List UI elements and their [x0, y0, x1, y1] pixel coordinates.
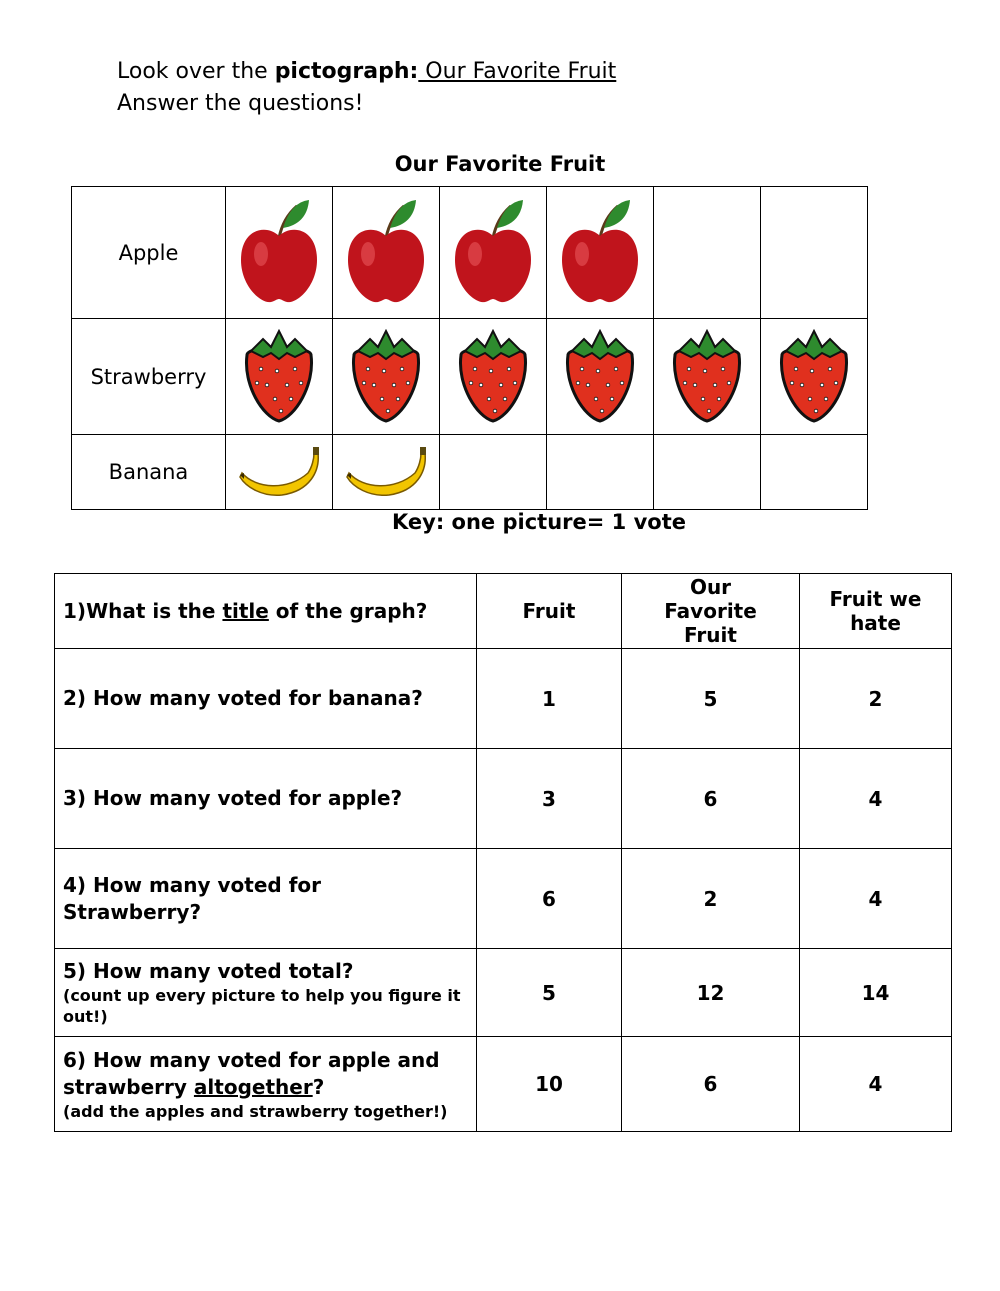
- answer-option[interactable]: [800, 574, 952, 649]
- question-number: 1): [63, 598, 87, 623]
- strawberry-icon: [654, 329, 760, 425]
- question-number: 6): [63, 1047, 87, 1072]
- strawberry-icon: [761, 329, 867, 425]
- strawberry-icon: [333, 329, 439, 425]
- chart-key: Key: one picture= 1 vote: [392, 510, 686, 534]
- picto-cell: [547, 187, 654, 319]
- strawberry-icon: [226, 329, 332, 425]
- answer-option[interactable]: 3: [477, 749, 622, 849]
- answer-option[interactable]: 5: [477, 949, 622, 1037]
- pictograph-row-apple: [72, 187, 868, 319]
- instruction-title: Our Favorite Fruit: [418, 59, 617, 84]
- picto-cell: [333, 187, 440, 319]
- row-label-banana: Banana: [72, 435, 226, 510]
- picto-cell: [761, 319, 868, 435]
- picto-cell: [761, 187, 868, 319]
- answer-option[interactable]: 2: [622, 849, 800, 949]
- picto-cell: [761, 435, 868, 510]
- answer-option[interactable]: 1: [477, 649, 622, 749]
- question-row: [55, 1037, 952, 1132]
- answer-option[interactable]: 6: [477, 849, 622, 949]
- apple-icon: [333, 198, 439, 308]
- question-number: 5): [63, 959, 87, 983]
- answer-option[interactable]: 4: [800, 1037, 952, 1132]
- row-label-strawberry: Strawberry: [72, 319, 226, 435]
- instructions: [117, 56, 616, 120]
- banana-icon: [226, 445, 332, 499]
- pictograph: [71, 186, 868, 510]
- question-text: [55, 1037, 477, 1132]
- question-text: [55, 849, 477, 949]
- question-hint: (add the apples and strawberry together!): [63, 1101, 448, 1121]
- answer-option-text: Fruit we hate: [829, 587, 922, 635]
- question-row: [55, 749, 952, 849]
- question-pre: How many voted for banana?: [86, 686, 423, 710]
- apple-icon: [547, 198, 653, 308]
- question-pre: How many voted for apple and strawberry: [63, 1047, 440, 1099]
- answer-option[interactable]: 10: [477, 1037, 622, 1132]
- answer-option[interactable]: Fruit: [477, 574, 622, 649]
- pictograph-row-banana: [72, 435, 868, 510]
- apple-icon: [440, 198, 546, 308]
- question-hint: (count up every picture to help you figure it out!): [63, 986, 461, 1026]
- chart-title: Our Favorite Fruit: [394, 152, 606, 176]
- picto-cell: [440, 187, 547, 319]
- question-pre: How many voted total?: [86, 959, 354, 983]
- question-row: [55, 649, 952, 749]
- picto-cell: [654, 319, 761, 435]
- picto-cell: [654, 435, 761, 510]
- question-wrap: [63, 872, 353, 926]
- picto-cell: [654, 187, 761, 319]
- instruction-prefix: Look over the: [117, 59, 275, 84]
- strawberry-icon: [440, 329, 546, 425]
- question-pre: What is the: [86, 598, 223, 623]
- instruction-bold: pictograph:: [274, 59, 419, 84]
- answer-option[interactable]: 6: [622, 749, 800, 849]
- picto-cell: [226, 187, 333, 319]
- question-text: [55, 574, 477, 649]
- picto-cell: [333, 319, 440, 435]
- questions-table: [54, 573, 952, 1132]
- question-row: [55, 949, 952, 1037]
- picto-cell: [226, 435, 333, 510]
- answer-option[interactable]: 4: [800, 749, 952, 849]
- question-post: ?: [312, 1074, 325, 1099]
- answer-option[interactable]: 5: [622, 649, 800, 749]
- question-underline: title: [222, 598, 269, 623]
- answer-option[interactable]: 6: [622, 1037, 800, 1132]
- question-text: [55, 949, 477, 1037]
- question-number: 3): [63, 786, 87, 810]
- question-row: [55, 849, 952, 949]
- question-text: [55, 749, 477, 849]
- answer-option-text: Our Favorite Fruit: [664, 575, 757, 647]
- apple-icon: [226, 198, 332, 308]
- answer-option[interactable]: 2: [800, 649, 952, 749]
- picto-cell: [226, 319, 333, 435]
- picto-cell: [440, 435, 547, 510]
- instruction-line-1: [117, 56, 616, 88]
- question-row: [55, 574, 952, 649]
- answer-option[interactable]: 12: [622, 949, 800, 1037]
- question-pre: How many voted for Strawberry?: [63, 872, 322, 924]
- answer-option[interactable]: 4: [800, 849, 952, 949]
- picto-cell: [440, 319, 547, 435]
- question-text: [55, 649, 477, 749]
- question-number: 4): [63, 872, 87, 897]
- question-pre: How many voted for apple?: [86, 786, 403, 810]
- picto-cell: [547, 435, 654, 510]
- banana-icon: [333, 445, 439, 499]
- question-number: 2): [63, 686, 87, 710]
- row-label-apple: Apple: [72, 187, 226, 319]
- instruction-line-2: Answer the questions!: [117, 91, 364, 116]
- question-underline: altogether: [193, 1074, 313, 1099]
- picto-cell: [547, 319, 654, 435]
- pictograph-row-strawberry: [72, 319, 868, 435]
- answer-option[interactable]: [622, 574, 800, 649]
- question-post: of the graph?: [268, 598, 428, 623]
- strawberry-icon: [547, 329, 653, 425]
- answer-option[interactable]: 14: [800, 949, 952, 1037]
- picto-cell: [333, 435, 440, 510]
